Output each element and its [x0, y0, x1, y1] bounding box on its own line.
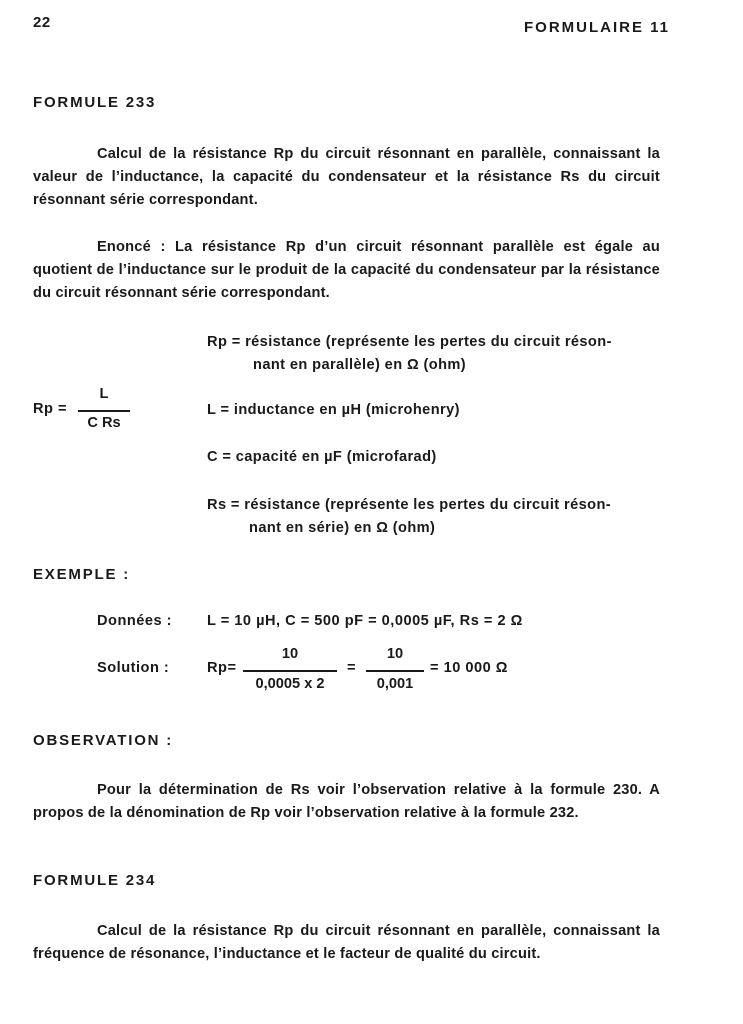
definition-rs-line1: Rs = résistance (représente les pertes du circuit réson-	[207, 497, 612, 513]
example-data-value: L = 10 µH, C = 500 pF = 0,0005 µF, Rs = 2 Ω	[207, 613, 523, 629]
formula-233-statement-text: Enoncé : La résistance Rp d’un circuit résonnant parallèle est égale au quotient de l’inductance sur le produit de la capacité du condensateur par la résistance du circuit résonnant série correspondant.	[33, 239, 660, 301]
formula-233-intro	[33, 143, 660, 212]
definition-rs-line2: nant en série) en Ω (ohm)	[249, 520, 436, 536]
observation-text	[33, 779, 660, 825]
running-title: FORMULAIRE 11	[523, 19, 670, 36]
solution-result: = 10 000 Ω	[430, 660, 508, 676]
solution-lhs: Rp=	[207, 660, 237, 676]
formula-233-intro-text: Calcul de la résistance Rp du circuit résonnant en parallèle, connaissant la valeur de l’inductance, la capacité du condensateur et la résistance Rs du circuit résonnant série correspondant.	[33, 146, 660, 208]
section-heading-observation: OBSERVATION :	[33, 732, 174, 749]
fraction-1-denominator: 0,0005 x 2	[255, 676, 325, 692]
section-heading-formule-234: FORMULE 234	[33, 872, 157, 889]
solution-equals: =	[347, 660, 357, 676]
formula-234-intro	[33, 920, 660, 966]
formula-234-intro-text: Calcul de la résistance Rp du circuit résonnant en parallèle, connaissant la fréquence de résonance, l’inductance et le facteur de qualité du circuit.	[33, 923, 660, 962]
formula-denominator: C Rs	[87, 415, 121, 431]
definition-rp-line2: nant en parallèle) en Ω (ohm)	[253, 357, 467, 373]
formula-233-statement	[33, 236, 660, 305]
definition-l: L = inductance en µH (microhenry)	[207, 402, 460, 418]
fraction-1-numerator: 10	[281, 646, 299, 662]
definition-rp	[207, 331, 612, 377]
fraction-bar	[78, 410, 130, 412]
definition-c: C = capacité en µF (microfarad)	[207, 449, 437, 465]
definition-rs	[207, 494, 611, 540]
fraction-2-numerator: 10	[386, 646, 404, 662]
fraction-1-bar	[243, 670, 337, 672]
formula-numerator: L	[99, 386, 109, 402]
fraction-2-denominator: 0,001	[376, 676, 414, 692]
section-heading-exemple: EXEMPLE :	[33, 566, 131, 583]
page-number: 22	[33, 14, 51, 31]
fraction-2-bar	[366, 670, 424, 672]
definition-rp-line1: Rp = résistance (représente les pertes du circuit réson-	[207, 334, 612, 350]
example-data-label: Données :	[97, 613, 173, 629]
formula-lhs: Rp =	[33, 401, 68, 417]
section-heading-formule-233: FORMULE 233	[33, 94, 157, 111]
example-solution-label: Solution :	[97, 660, 170, 676]
observation-text-body: Pour la détermination de Rs voir l’observation relative à la formule 230. A propos de la dénomination de Rp voir l’observation relative à la formule 232.	[33, 782, 660, 821]
